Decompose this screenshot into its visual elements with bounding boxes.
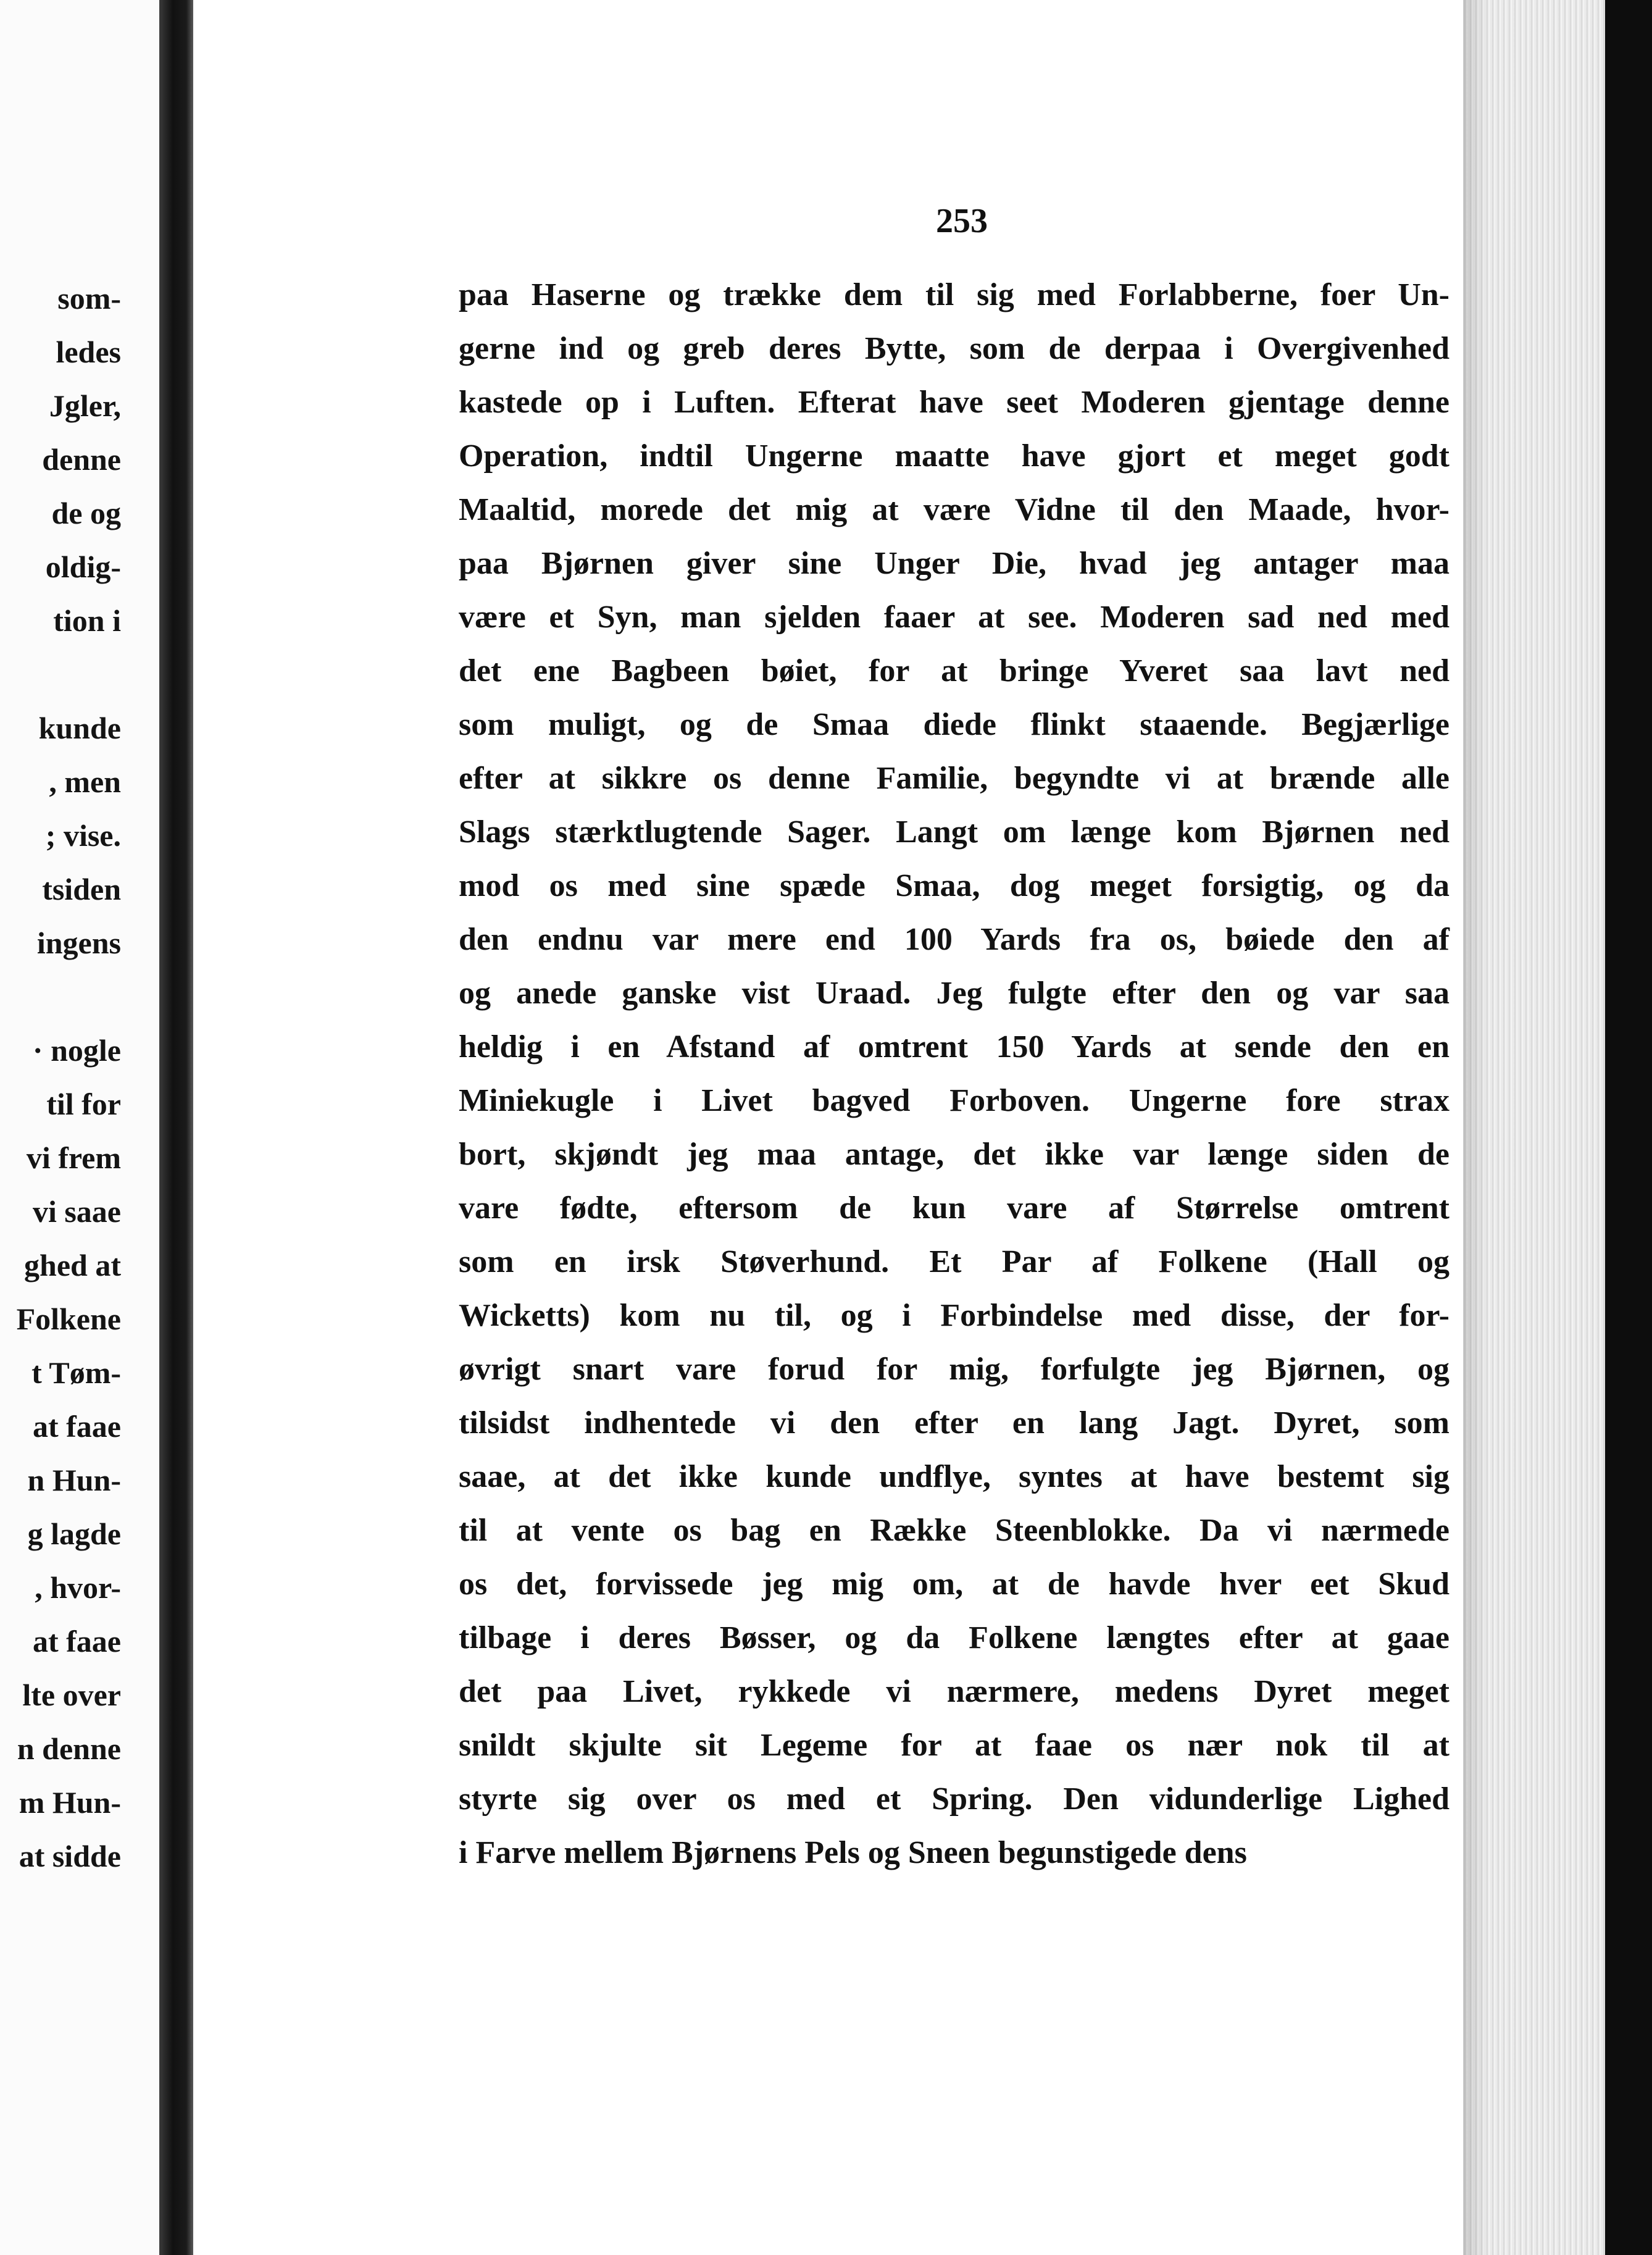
text-line: den endnu var mere end 100 Yards fra os, bøiede den af (459, 922, 1450, 957)
left-page-text (17, 272, 121, 1883)
text-line: som en irsk Støverhund. Et Par af Folkene (Hall og (459, 1244, 1450, 1279)
left-page-line: ingens (36, 926, 121, 960)
left-page-line: at faae (33, 1624, 121, 1659)
body-text (459, 268, 1450, 1880)
left-page-line: at faae (33, 1409, 121, 1444)
left-page-line: Jgler, (49, 388, 121, 423)
text-line: øvrigt snart vare forud for mig, forfulgte jeg Bjørnen, og (459, 1352, 1450, 1387)
left-page-line: tsiden (42, 872, 121, 906)
page-number: 253 (936, 202, 988, 240)
text-line: Wicketts) kom nu til, og i Forbindelse med disse, der for- (459, 1298, 1450, 1333)
left-page-line: n Hun- (27, 1463, 121, 1497)
left-page-line: oldig- (45, 550, 121, 584)
text-line: snildt skjulte sit Legeme for at faae os nær nok til at (459, 1728, 1450, 1763)
scan-border (1605, 0, 1652, 2255)
page-edges-shadow (1463, 0, 1488, 2255)
left-page-line: vi saae (32, 1194, 121, 1229)
text-line: heldig i en Afstand af omtrent 150 Yards at sende den en (459, 1029, 1450, 1065)
left-page-line: g lagde (27, 1517, 121, 1551)
text-line: det paa Livet, rykkede vi nærmere, medens Dyret meget (459, 1674, 1450, 1709)
text-line: paa Bjørnen giver sine Unger Die, hvad jeg antager maa (459, 546, 1450, 581)
text-line: det ene Bagbeen bøiet, for at bringe Yveret saa lavt ned (459, 653, 1450, 688)
left-page-line: ghed at (24, 1248, 121, 1282)
left-page-line: tion i (53, 603, 121, 638)
text-line: paa Haserne og trække dem til sig med Forlabberne, foer Un- (459, 277, 1450, 312)
text-line: tilbage i deres Bøsser, og da Folkene længtes efter at gaae (459, 1620, 1450, 1655)
text-line: gerne ind og greb deres Bytte, som de derpaa i Overgivenhed (459, 331, 1450, 366)
left-page-line: ledes (56, 335, 121, 369)
left-facing-page (0, 0, 159, 2255)
left-page-line: t Tøm- (31, 1355, 121, 1390)
text-line: Slags stærktlugtende Sager. Langt om længe kom Bjørnen ned (459, 814, 1450, 850)
book-gutter (159, 0, 193, 2255)
left-page-line: at sidde (19, 1839, 121, 1873)
left-page-line: m Hun- (19, 1785, 121, 1820)
text-line: være et Syn, man sjelden faaer at see. Moderen sad ned med (459, 600, 1450, 635)
left-page-line: som- (57, 281, 121, 316)
left-page-line: de og (51, 496, 121, 530)
left-page-line (17, 970, 121, 1024)
text-line: efter at sikkre os denne Familie, begyndte vi at brænde alle (459, 761, 1450, 796)
text-line: mod os med sine spæde Smaa, dog meget forsigtig, og da (459, 868, 1450, 903)
left-page-line: til for (46, 1087, 121, 1121)
text-line: os det, forvissede jeg mig om, at de havde hver eet Skud (459, 1567, 1450, 1602)
text-line: Miniekugle i Livet bagved Forboven. Ungerne fore strax (459, 1083, 1450, 1118)
left-page-line (17, 648, 121, 701)
left-page-line: n denne (17, 1731, 121, 1766)
left-page-line: Folkene (16, 1302, 121, 1336)
text-line: kastede op i Luften. Efterat have seet Moderen gjentage denne (459, 385, 1450, 420)
text-line: som muligt, og de Smaa diede flinkt staaende. Begjærlige (459, 707, 1450, 742)
text-line: til at vente os bag en Række Steenblokke. Da vi nærmede (459, 1513, 1450, 1548)
text-line: Operation, indtil Ungerne maatte have gjort et meget godt (459, 438, 1450, 474)
text-line: saae, at det ikke kunde undflye, syntes at have bestemt sig (459, 1459, 1450, 1494)
text-line: i Farve mellem Bjørnens Pels og Sneen begunstigede dens (459, 1835, 1247, 1870)
text-line: vare fødte, eftersom de kun vare af Størrelse omtrent (459, 1190, 1450, 1226)
text-line: Maaltid, morede det mig at være Vidne til den Maade, hvor- (459, 492, 1450, 527)
text-line: og anede ganske vist Uraad. Jeg fulgte efter den og var saa (459, 976, 1450, 1011)
text-line: tilsidst indhentede vi den efter en lang Jagt. Dyret, som (459, 1405, 1450, 1441)
left-page-line: lte over (22, 1678, 121, 1712)
left-page-line: vi frem (26, 1140, 121, 1175)
left-page-line: , men (49, 764, 121, 799)
main-page (193, 0, 1463, 2255)
left-page-line: ; vise. (45, 818, 121, 853)
text-line: styrte sig over os med et Spring. Den vidunderlige Lighed (459, 1781, 1450, 1817)
left-page-line: · nogle (32, 1033, 121, 1068)
left-page-line: denne (42, 442, 121, 477)
left-page-line: , hvor- (35, 1570, 121, 1605)
left-page-line: kunde (38, 711, 121, 745)
text-line: bort, skjøndt jeg maa antage, det ikke var længe siden de (459, 1137, 1450, 1172)
